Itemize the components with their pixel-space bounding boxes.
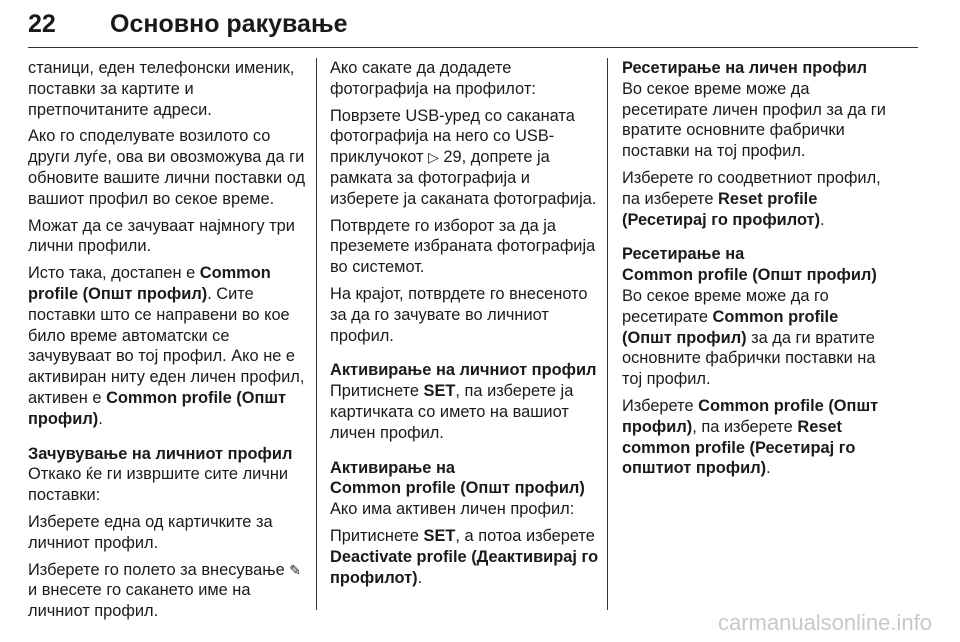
section-heading: Активирање на личниот профил (330, 361, 597, 380)
column-2 (330, 58, 600, 594)
paragraph: Во секое време може да ресетирате личен профил за да ги вратите основните фабрички поставки на тој профил. (622, 79, 886, 161)
pencil-icon: ✎ (289, 561, 301, 578)
text: 29, допрете ја рамката за фотографија и изберете ја саканата фотографија. (330, 148, 597, 208)
text: . (417, 568, 423, 587)
text: Притиснете (330, 526, 424, 545)
button-term: SET (423, 382, 456, 401)
paragraph (330, 381, 600, 443)
heading-line: Ресетирање на (622, 245, 745, 264)
menu-term: Reset profile (Ресетирај го профилот) (622, 189, 821, 229)
paragraph (28, 560, 308, 622)
section-heading (330, 458, 600, 500)
column-1 (28, 58, 308, 628)
paragraph: Ако сакате да додадете фотографија на профилот: (330, 59, 536, 98)
header-rule (28, 47, 918, 48)
heading-line: Активирање на (330, 458, 455, 477)
section-heading: Зачувување на личниот профил (28, 444, 293, 463)
menu-term: Reset common profile (Ресетирај го општиот профил) (622, 417, 856, 478)
column-divider (607, 58, 608, 610)
text: за да ги вратите основните фабрички поставки на тој профил. (622, 328, 876, 389)
paragraph: Ако го споделувате возилото со други луѓе, ова ви овозможува да ги обновите вашите лични поставки од вашиот профил во секое време. (28, 127, 306, 208)
page-header (28, 8, 934, 48)
section-heading (622, 244, 892, 286)
text: Во секое време може да го ресетирате (622, 286, 829, 326)
page-number: 22 (28, 10, 56, 38)
paragraph (28, 263, 308, 429)
text: . Сите поставки што се направени во кое било време автоматски се зачувуваат во тој профил. Ако не е активиран ниту еден личен профил, активен е (28, 284, 305, 407)
text: Изберете го полето за внесување (28, 560, 290, 579)
text: Исто така, достапен е (28, 264, 200, 283)
column-divider (316, 58, 317, 610)
paragraph: Можат да се зачуваат најмногу три лични профили. (28, 216, 295, 256)
menu-term: Common profile (Општ профил) (622, 396, 879, 436)
text: Изберете го соодветниот профил, па изберете (622, 168, 881, 208)
text: . (98, 409, 103, 428)
text: . (766, 459, 771, 478)
heading-line: Common profile (Општ профил) (330, 479, 585, 498)
paragraph: станици, еден телефонски именик, поставки за картите и претпочитаните адреси. (28, 59, 295, 119)
watermark: carmanualsonline.info (717, 610, 932, 635)
menu-term: Common profile (Општ профил) (622, 307, 839, 347)
section-heading: Ресетирање на личен профил (622, 59, 868, 77)
paragraph: Потврдете го изборот за да ја преземете избраната фотографија во системот. (330, 216, 596, 277)
paragraph: Ако има активен личен профил: (330, 500, 575, 519)
text: Притиснете (330, 382, 424, 401)
heading-line: Common profile (Општ профил) (622, 266, 877, 285)
text: и внесете го сакането име на личниот профил. (28, 581, 251, 621)
column-3 (622, 58, 892, 485)
paragraph: На крајот, потврдете го внесеното за да го зачувате во личниот профил. (330, 284, 588, 345)
text: , а потоа изберете (455, 526, 595, 545)
text: . (820, 210, 825, 229)
paragraph (330, 106, 600, 210)
text: , па изберете (692, 417, 798, 436)
paragraph: Изберете една од картичките за личниот профил. (28, 512, 273, 552)
text: Изберете (622, 396, 699, 415)
paragraph (622, 396, 892, 479)
paragraph: Откако ќе ги извршите сите лични поставки: (28, 465, 289, 505)
page-title: Основно ракување (110, 10, 348, 38)
menu-term: Deactivate profile (Деактивирај го профилот) (330, 547, 599, 587)
button-term: SET (423, 526, 456, 545)
text: , па изберете ја картичката со името на вашиот личен профил. (330, 382, 574, 442)
page-reference-icon: ▷ (428, 149, 439, 166)
menu-term: Common profile (Општ профил) (28, 264, 271, 303)
text: Поврзете USB-уред со саканата фотографија на него со USB-приклучокот (330, 106, 575, 167)
paragraph (330, 526, 600, 588)
menu-term: Common profile (Општ профил) (28, 388, 287, 428)
paragraph (622, 286, 892, 390)
paragraph (622, 168, 892, 230)
